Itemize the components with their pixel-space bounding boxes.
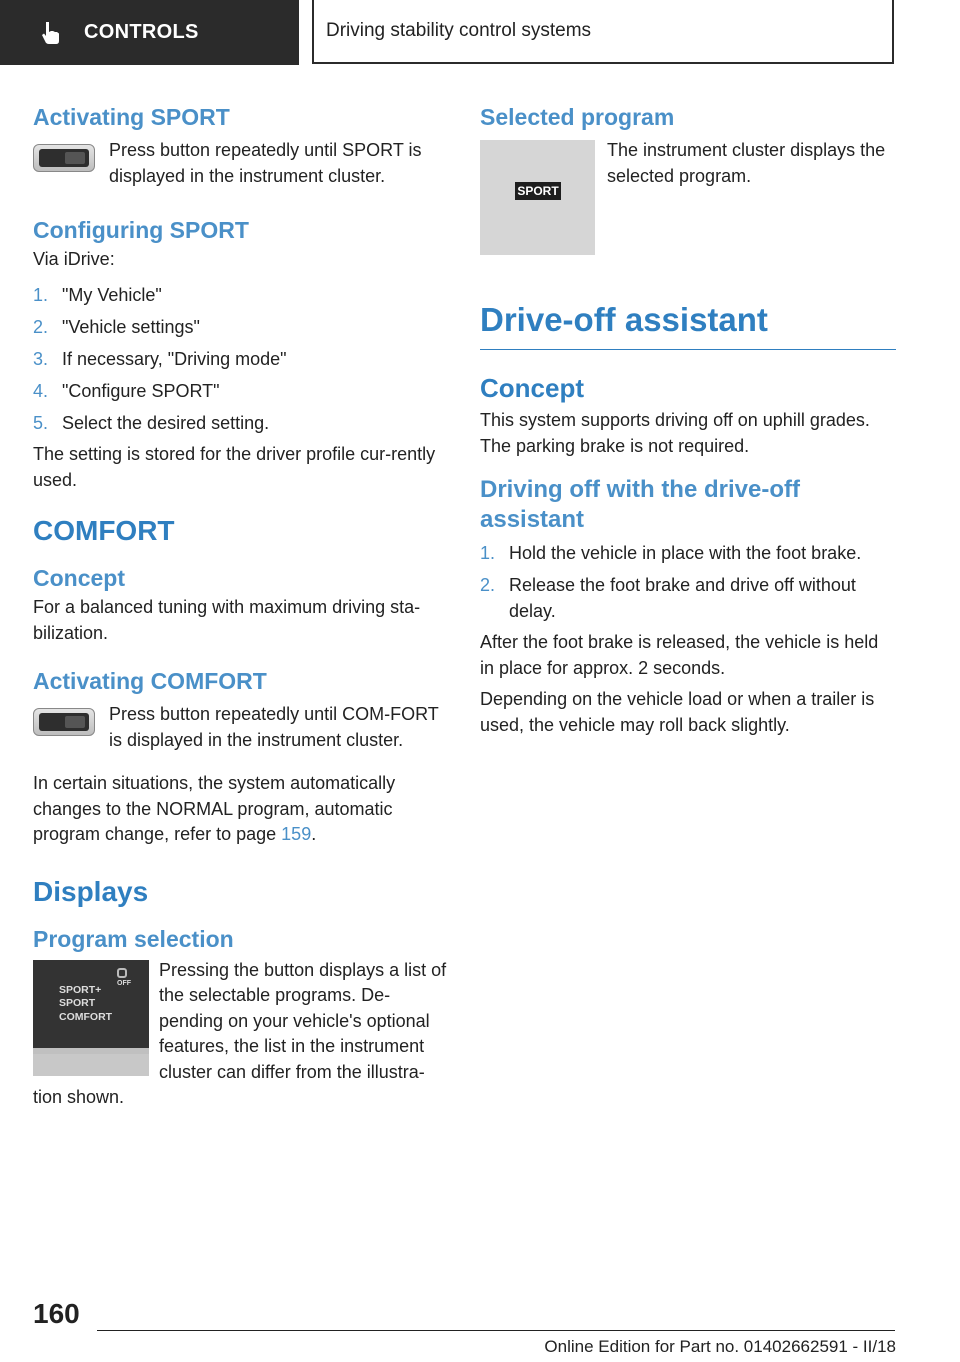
activating-comfort-heading: Activating COMFORT <box>33 668 267 694</box>
list-item: 2. "Vehicle settings" <box>33 316 200 337</box>
driving-mode-button-figure <box>33 708 95 736</box>
figure-option: SPORT <box>59 996 96 1009</box>
comfort-concept-text: For a balanced tuning with maximum driving sta-bilization. <box>33 597 421 643</box>
via-idrive-text: Via iDrive: <box>33 249 115 269</box>
figure-option: SPORT+ <box>59 983 102 996</box>
configuring-sport-heading: Configuring SPORT <box>33 217 249 243</box>
selected-program-heading: Selected program <box>480 104 675 130</box>
list-item: 1. "My Vehicle" <box>33 284 162 305</box>
list-item: 4. "Configure SPORT" <box>33 380 220 401</box>
program-selection-heading: Program selection <box>33 925 234 952</box>
hand-pointer-icon <box>40 20 62 46</box>
driving-off-heading: Driving off with the drive-off assistant <box>480 476 800 533</box>
section-tab <box>0 0 299 65</box>
figure-option: COMFORT <box>59 1010 113 1023</box>
right-column <box>480 100 896 738</box>
drive-off-concept-heading: Concept <box>480 373 584 403</box>
footer-rule <box>97 1330 895 1331</box>
page-number: 160 <box>33 1298 80 1329</box>
configure-steps-list <box>33 283 448 437</box>
hold-text: After the foot brake is released, the vehicle is held in place for approx. 2 seconds. <box>480 632 879 678</box>
section-label: CONTROLS <box>84 21 199 43</box>
sport-display-figure <box>480 140 595 255</box>
stability-off-icon <box>117 968 127 978</box>
program-selection-block <box>33 958 448 1111</box>
drive-off-assistant-heading: Drive-off assistant <box>480 297 896 350</box>
list-item: 3. If necessary, "Driving mode" <box>33 348 287 369</box>
comfort-heading: COMFORT <box>33 515 175 546</box>
activating-comfort-block <box>33 702 448 753</box>
chapter-title: Driving stability control systems <box>326 20 592 41</box>
figure-off-label: OFF <box>117 979 131 987</box>
activating-comfort-text: Press button repeatedly until COM-FORT is displayed in the instrument cluster. <box>109 704 439 750</box>
selected-program-text: The instrument cluster displays the selected program. <box>607 140 886 186</box>
list-item: 2. Release the foot brake and drive off without delay. <box>480 575 856 621</box>
displays-heading: Displays <box>33 875 149 907</box>
list-item: 5. Select the desired setting. <box>33 412 270 433</box>
driving-mode-button-figure <box>33 144 95 172</box>
selected-program-block <box>480 138 896 263</box>
roll-back-text: Depending on the vehicle load or when a trailer is used, the vehicle may roll back slightly. <box>480 689 875 735</box>
page-reference-link[interactable]: 159 <box>281 824 312 844</box>
activating-sport-block <box>33 138 448 189</box>
list-item: 1. Hold the vehicle in place with the foot brake. <box>480 543 862 563</box>
chapter-header <box>312 0 894 64</box>
activating-sport-text: Press button repeatedly until SPORT is displayed in the instrument cluster. <box>109 140 422 186</box>
left-column <box>33 100 448 1111</box>
comfort-concept-heading: Concept <box>33 565 125 591</box>
driving-off-steps-list <box>480 541 896 624</box>
profile-note: The setting is stored for the driver profile cur-rently used. <box>33 444 436 490</box>
program-list-figure <box>33 960 149 1076</box>
edition-text: Online Edition for Part no. 01402662591 - II/18 <box>544 1337 896 1356</box>
sport-tag: SPORT <box>515 182 561 200</box>
drive-off-concept-text: This system supports driving off on uphill grades. The parking brake is not required. <box>480 410 870 456</box>
program-selection-text: Pressing the button displays a list of the selectable programs. De-pending on your vehicle's optional features, the list in the instrument cluster can differ from the illustra-tion shown. <box>33 959 447 1107</box>
auto-change-text: In certain situations, the system automatically changes to the NORMAL program, automatic program change, refer to page 159. <box>33 773 396 844</box>
activating-sport-heading: Activating SPORT <box>33 104 230 130</box>
